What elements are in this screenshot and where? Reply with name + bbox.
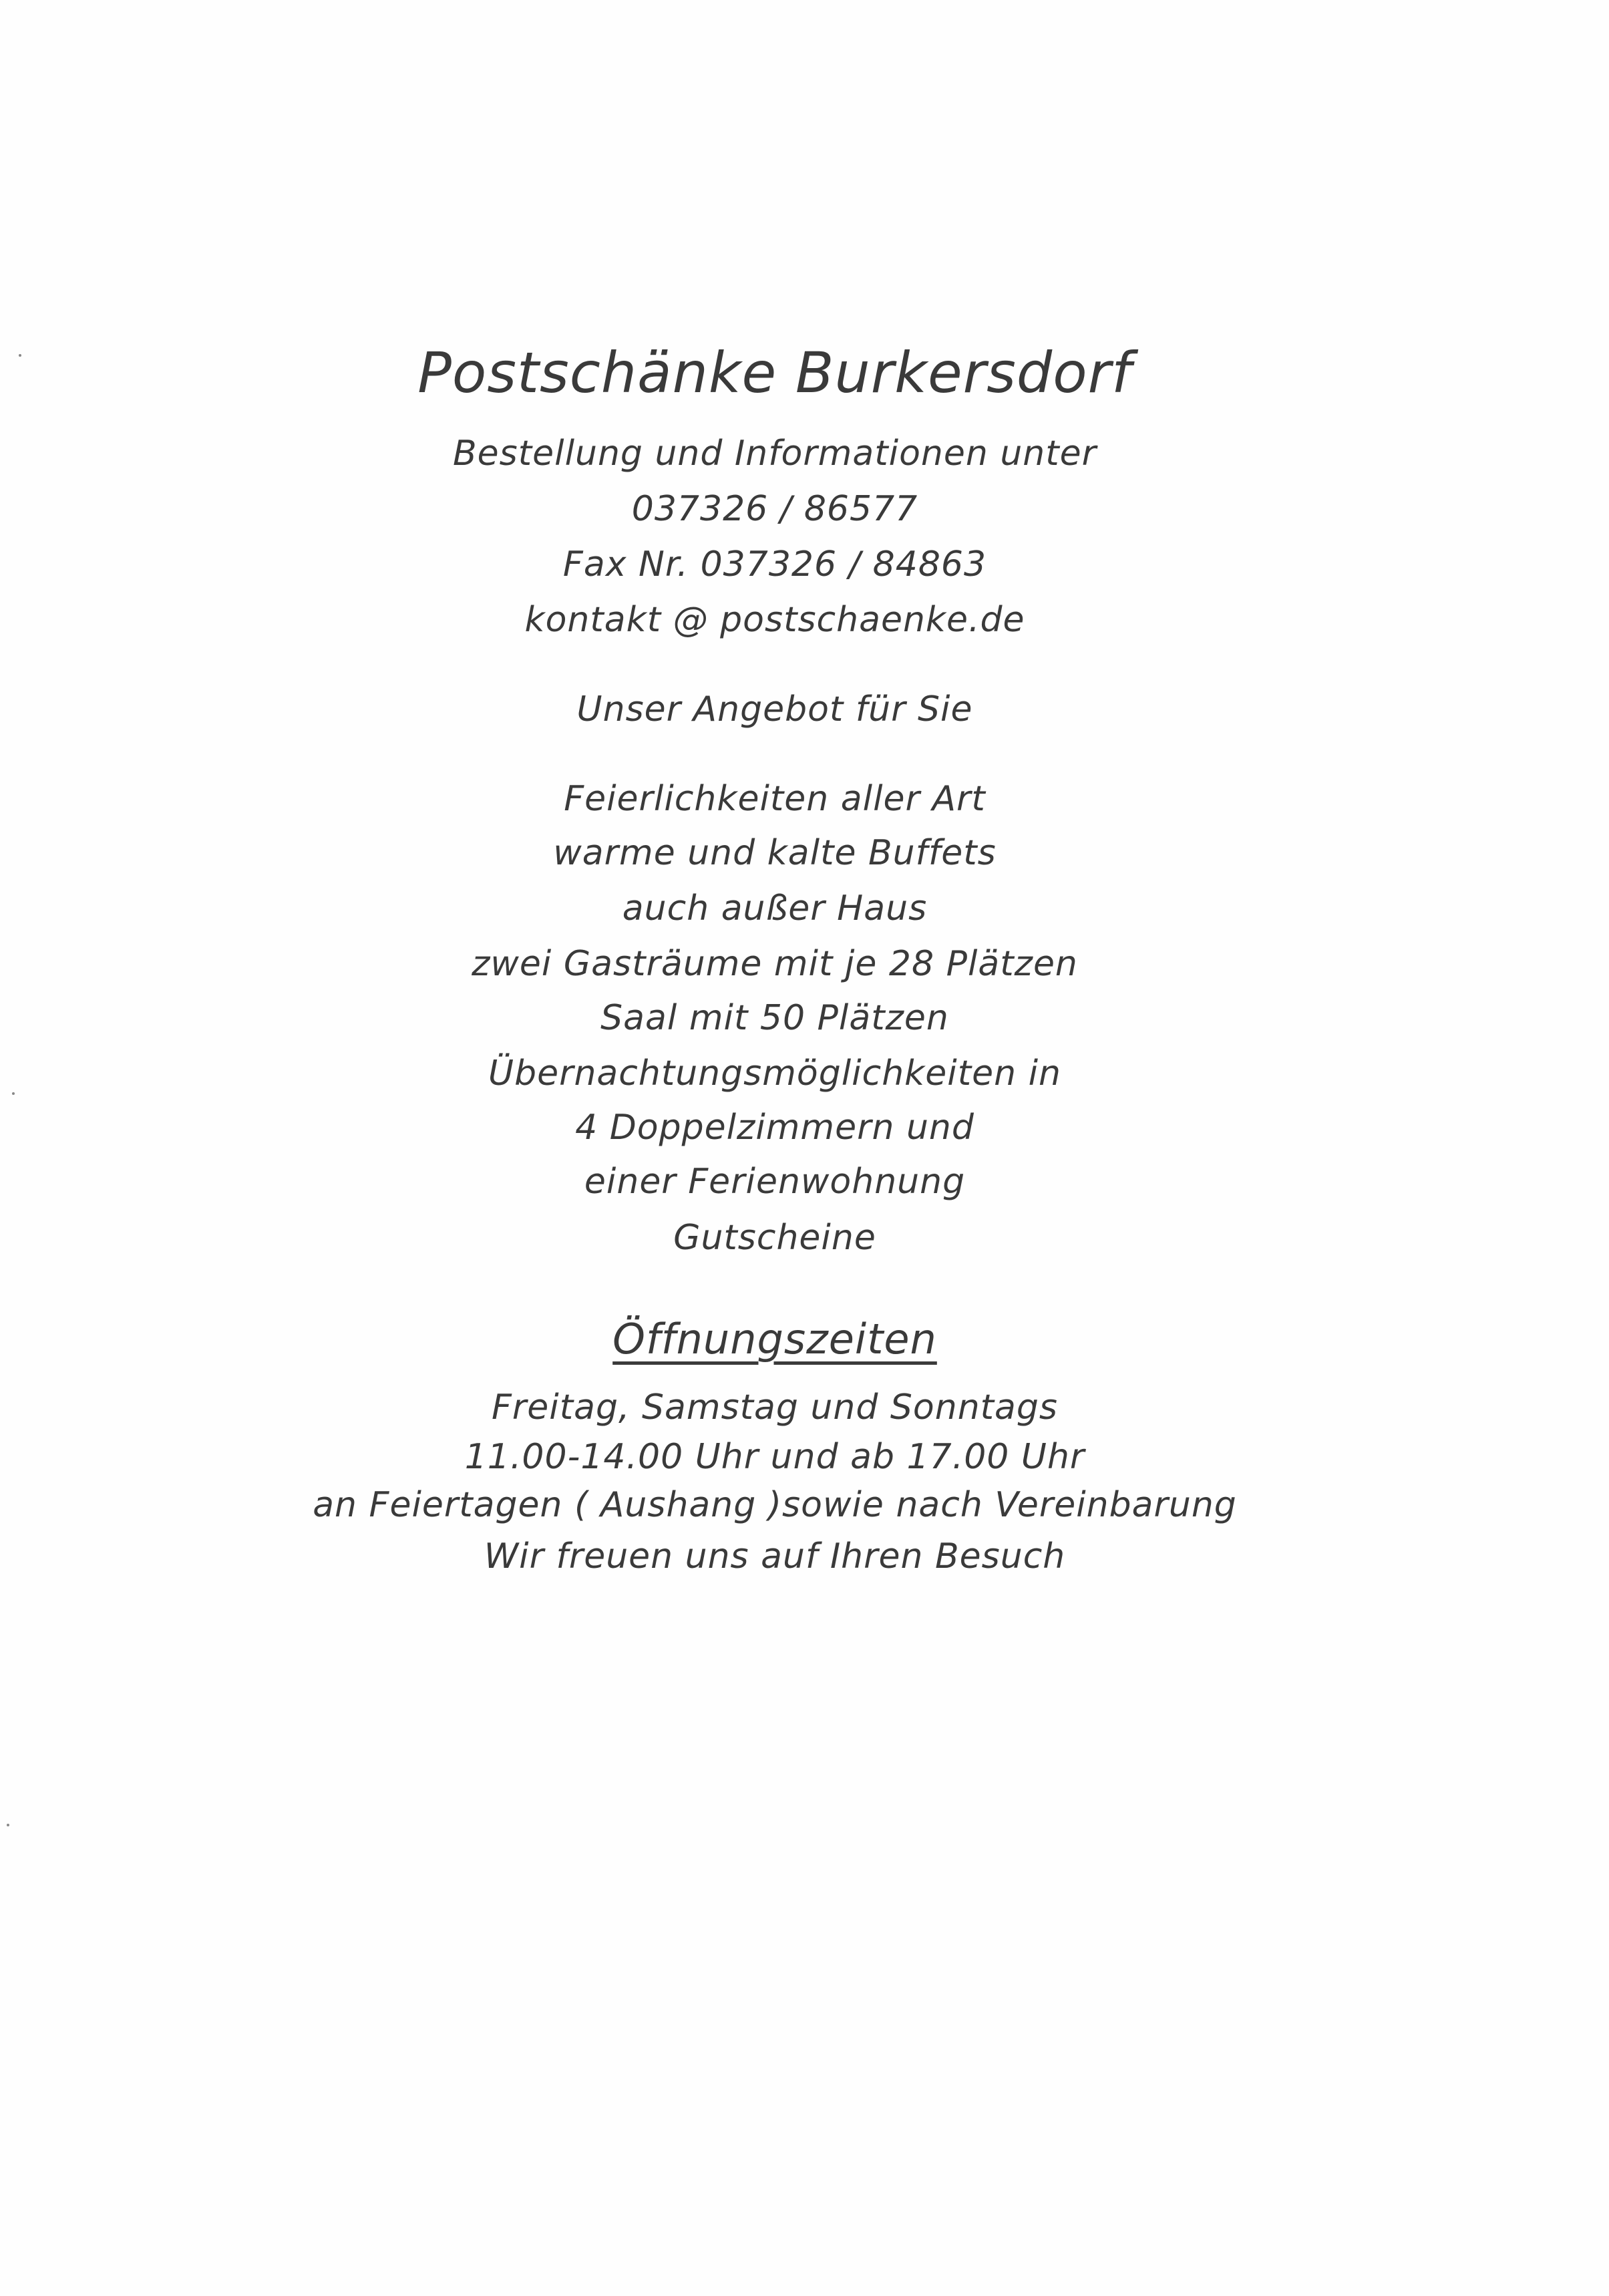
hours-heading: Öffnungszeiten — [612, 1315, 937, 1363]
contact-intro: Bestellung und Informationen unter — [452, 434, 1097, 474]
offer-heading: Unser Angebot für Sie — [576, 689, 973, 729]
contact-phone: 037326 / 86577 — [631, 489, 918, 529]
offer-item: zwei Gasträume mit je 28 Plätzen — [472, 944, 1078, 984]
offer-item: Gutscheine — [673, 1218, 876, 1258]
offer-item: einer Ferienwohnung — [584, 1162, 966, 1202]
offer-item: Übernachtungsmöglichkeiten in — [488, 1053, 1061, 1094]
contact-fax: Fax Nr. 037326 / 84863 — [562, 544, 987, 585]
offer-item: Saal mit 50 Plätzen — [600, 998, 949, 1038]
closing-line: Wir freuen uns auf Ihren Besuch — [484, 1536, 1066, 1577]
offer-item: Feierlichkeiten aller Art — [564, 779, 986, 819]
document-title: Postschänke Burkersdorf — [417, 340, 1132, 405]
offer-item: 4 Doppelzimmern und — [575, 1108, 974, 1148]
contact-email: kontakt @ postschaenke.de — [524, 600, 1025, 640]
hours-times: 11.00-14.00 Uhr und ab 17.00 Uhr — [464, 1437, 1085, 1477]
hours-days: Freitag, Samstag und Sonntags — [492, 1387, 1058, 1428]
offer-item: warme und kalte Buffets — [553, 833, 997, 873]
offer-item: auch außer Haus — [622, 888, 928, 929]
hours-holidays: an Feiertagen ( Aushang )sowie nach Vereinbarung — [313, 1485, 1237, 1525]
scan-speck — [7, 1824, 9, 1826]
